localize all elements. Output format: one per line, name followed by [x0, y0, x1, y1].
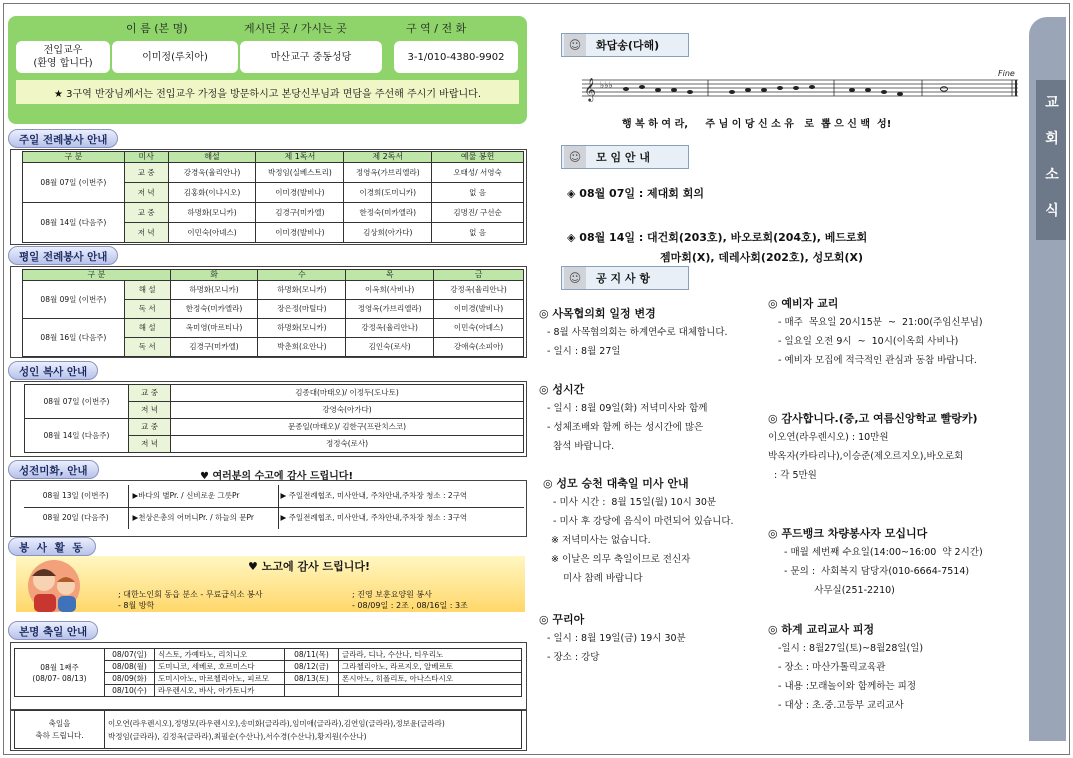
- weekday-date: 08월 09일 (이번주): [23, 281, 125, 319]
- beauty-task: ▶ 주일전례협조, 미사안내, 주차안내,주차장 청소 : 2구역: [278, 485, 524, 507]
- weekday-cell: 한정숙(미카엘라): [170, 300, 258, 319]
- sunday-cell: 이경희(도미니카): [344, 183, 432, 203]
- notice-line: - 장소 : 강당: [547, 652, 600, 663]
- notice-title: ◎ 사목협의회 일정 변경: [539, 307, 656, 320]
- priest-icon: ☺: [564, 34, 586, 56]
- newcomer-name: 이미정(루치아): [112, 41, 238, 73]
- sunday-header: 제 2독서: [344, 152, 432, 163]
- volunteer-illustration: [18, 556, 90, 614]
- weekday-cell: 이미경(발비나): [434, 300, 524, 319]
- notice-line: - 8월 사목협의회는 하계연수로 대체합니다.: [547, 327, 728, 338]
- notice-line: 사무실(251-2210): [784, 585, 895, 596]
- notice-line: - 성체조배와 함께 하는 성시간에 많은: [547, 422, 704, 433]
- notice-line: -일시 : 8월27일(토)~8월28일(일): [778, 643, 924, 654]
- adult-mass: 저 녁: [129, 436, 171, 453]
- beauty-group: ▶바다의 별Pr. / 신비로운 그릇Pr: [128, 485, 278, 507]
- notice-title: ◎ 예비자 교리: [768, 297, 839, 310]
- sidebar-char: 식: [1045, 203, 1059, 219]
- notice-line: - 미사 시간 : 8월 15일(월) 10시 30분: [553, 497, 717, 508]
- beauty-thanks: ♥ 여러분의 수고에 감사 드립니다!: [200, 471, 354, 482]
- patron-saints: 그라첼리아노, 라르지오, 알베르토: [339, 661, 522, 673]
- weekday-cell: 김인숙(로사): [346, 338, 434, 357]
- newcomer-panel: [8, 16, 527, 124]
- volunteer-thanks: ♥ 노고에 감사 드립니다!: [248, 560, 370, 573]
- sunday-cell: 김경구(미카엘): [256, 203, 344, 223]
- notice-title: ◎ 성모 승천 대축일 미사 안내: [543, 477, 689, 490]
- adult-mass: 교 중: [129, 419, 171, 436]
- sunday-title: 주일 전례봉사 안내: [8, 129, 118, 148]
- weekday-table: [22, 269, 524, 357]
- notice-line: - 일요일 오전 9시 ~ 10시(이옥희 사비나): [778, 336, 959, 347]
- sunday-cell: 이미경(발비나): [256, 223, 344, 243]
- volunteer-right-2: - 08/09일 : 2조 , 08/16일 : 3조: [352, 601, 468, 610]
- weekday-cell: 옥미영(마르티나): [170, 319, 258, 338]
- notice-label-text: 공 지 사 항: [596, 272, 650, 285]
- meeting-item: ◈ 08월 14일 : 대건회(203호), 바오로회(204호), 베드로회: [567, 231, 868, 244]
- weekday-header: 화: [170, 270, 258, 281]
- beauty-table: [24, 485, 524, 529]
- weekday-cell: 하명화(모니카): [258, 281, 346, 300]
- weekday-cell: 강정옥(율리안나): [346, 319, 434, 338]
- sunday-date: 08월 07일 (이번주): [23, 163, 125, 203]
- sunday-header: 미사: [124, 152, 168, 163]
- notice-title: ◎ 꾸리아: [539, 613, 585, 626]
- priest-icon: ☺: [564, 146, 586, 168]
- congrats-list: 이오연(라우렌시오),정명모(라우렌시오),송미화(글라라),임미애(글라라),김연임(글라라),정보윤(글라라) 박정임(글라라), 김정옥(글라라),최필순(수산나),서수경(수산나),황지원(수산나): [105, 711, 522, 749]
- patron-date: 08/09(화): [105, 673, 155, 685]
- meeting-label: [561, 145, 689, 169]
- weekday-cell: 하명화(모니카): [170, 281, 258, 300]
- notice-line: - 장소 : 마산가톨릭교육관: [778, 662, 886, 673]
- volunteer-right-1: ; 진영 보훈요양원 봉사: [352, 590, 432, 599]
- patron-date: 08/07(일): [105, 649, 155, 661]
- sunday-cell: 김홍화(이냐시오): [168, 183, 256, 203]
- volunteer-left-2: - 8월 방학: [118, 601, 155, 610]
- weekday-role: 해 설: [124, 319, 170, 338]
- notice-title: ◎ 하계 교리교사 피정: [768, 623, 875, 636]
- notice-line: 미사 참례 바랍니다: [551, 573, 643, 584]
- sunday-cell: 김명진/ 구선순: [432, 203, 524, 223]
- notice-line: - 내용 :모래놀이와 함께하는 피정: [778, 681, 917, 692]
- patron-title: 본명 축일 안내: [8, 621, 98, 640]
- patron-date: 08/13(토): [285, 673, 339, 685]
- adult-mass: 저 녁: [129, 402, 171, 419]
- sidebar-char: 소: [1045, 167, 1059, 183]
- newcomer-zone: 3-1/010-4380-9902: [394, 41, 518, 73]
- sunday-mass: 교 중: [124, 163, 168, 183]
- weekday-header: 수: [258, 270, 346, 281]
- notice-line: - 미사 후 강당에 음식이 마련되어 있습니다.: [553, 516, 734, 527]
- sunday-cell: 이미경(발비나): [256, 183, 344, 203]
- sunday-header: 해설: [168, 152, 256, 163]
- sunday-cell: 김상희(아가다): [344, 223, 432, 243]
- notice-line: - 일시 : 8월 19일(금) 19시 30분: [547, 633, 686, 644]
- notice-title: ◎ 성시간: [539, 383, 585, 396]
- sunday-cell: 없 음: [432, 183, 524, 203]
- meeting-item: 젬마회(X), 데레사회(202호), 성모회(X): [660, 251, 863, 264]
- patron-date: [285, 685, 339, 697]
- adult-cell: 정정숙(로사): [171, 436, 524, 453]
- notice-line: - 매주 목요일 20시15분 ~ 21:00(주임신부님): [778, 317, 983, 328]
- notice-line: - 일시 : 8월 27일: [547, 346, 621, 357]
- notice-title: ◎ 감사합니다.(중,고 여름신앙학교 빨랑카): [768, 412, 978, 425]
- notice-line: - 예비자 모집에 적극적인 관심과 동참 바랍니다.: [778, 355, 977, 366]
- sunday-cell: 이민숙(아녜스): [168, 223, 256, 243]
- notice-title: ◎ 푸드뱅크 차량봉사자 모십니다: [768, 527, 928, 540]
- newcomer-header-zone: 구 역 / 전 화: [406, 22, 467, 35]
- adult-table: [24, 384, 524, 453]
- sunday-header: 구 분: [23, 152, 125, 163]
- sunday-header: 제 1독서: [256, 152, 344, 163]
- weekday-header: 구 분: [23, 270, 171, 281]
- notice-line: ※ 이날은 의무 축일이므로 전신자: [551, 554, 691, 565]
- newcomer-header-name: 이 름 (본 명): [126, 22, 188, 35]
- patron-saints: [339, 685, 522, 697]
- sidebar-char: 교: [1045, 95, 1059, 111]
- adult-cell: 강영숙(아가다): [171, 402, 524, 419]
- sunday-cell: 정영옥(가브리엘라): [344, 163, 432, 183]
- weekday-header: 금: [434, 270, 524, 281]
- meeting-label-text: 모 임 안 내: [596, 151, 650, 164]
- weekday-cell: 박춘희(요안나): [258, 338, 346, 357]
- hymn-label-text: 화답송(다해): [596, 39, 660, 52]
- patron-saints: 폰시아노, 히폴리토, 아나스타시오: [339, 673, 522, 685]
- sunday-cell: 한정숙(미카엘라): [344, 203, 432, 223]
- sunday-cell: 없 음: [432, 223, 524, 243]
- congrats-label: 축일을 축하 드립니다.: [15, 711, 105, 749]
- sunday-header: 예물 봉헌: [432, 152, 524, 163]
- adult-cell: 김종대(마태오)/ 이정두(도나토): [171, 385, 524, 402]
- patron-saints: 라우렌시오, 바사, 아가토니카: [155, 685, 285, 697]
- notice-line: - 일시 : 8월 09일(화) 저녁미사와 함께: [547, 403, 708, 414]
- sidebar-char: 회: [1045, 131, 1059, 147]
- weekday-cell: 강정옥(율리안나): [434, 281, 524, 300]
- newcomer-note: ★ 3구역 반장님께서는 전입교우 가정을 방문하시고 본당신부님과 면담을 주선해 주시기 바랍니다.: [16, 80, 519, 104]
- notice-line: ※ 저녁미사는 없습니다.: [551, 535, 651, 546]
- notice-label: [561, 266, 689, 290]
- hymn-lyrics: 행 복 하 여 라, 주 님 이 당 신 소 유 로 뽑 으 신 백 성!: [622, 119, 892, 130]
- hymn-fine: Fine: [998, 69, 1015, 78]
- congrats-table: [14, 710, 522, 749]
- patron-table: [14, 648, 522, 697]
- weekday-cell: 하명화(모니카): [258, 319, 346, 338]
- svg-text:♭♭♭: ♭♭♭: [600, 81, 613, 91]
- patron-date: 08/12(금): [285, 661, 339, 673]
- notice-block: [539, 304, 728, 361]
- sunday-mass: 교 중: [124, 203, 168, 223]
- weekday-cell: 김경구(미카엘): [170, 338, 258, 357]
- weekday-cell: 이옥희(사비나): [346, 281, 434, 300]
- adult-cell: 문종일(마태오)/ 김한구(프란치스코): [171, 419, 524, 436]
- notice-line: : 각 5만원: [768, 470, 817, 481]
- hymn-staff: [582, 66, 1022, 106]
- weekday-role: 해 설: [124, 281, 170, 300]
- patron-date: 08/10(수): [105, 685, 155, 697]
- patron-week: 08월 1째주 (08/07- 08/13): [15, 649, 105, 697]
- notice-line: 이오연(라우렌시오) : 10만원: [768, 432, 889, 443]
- priest-icon: ☺: [564, 267, 586, 289]
- notice-line: - 매월 세번째 수요일(14:00~16:00 약 2시간): [784, 547, 983, 558]
- notice-block: [539, 380, 707, 456]
- newcomer-header-place: 게시던 곳 / 가시는 곳: [244, 22, 347, 35]
- notice-block: [768, 620, 923, 715]
- notice-block: [543, 474, 734, 588]
- sunday-cell: 박정임(실베스트리): [256, 163, 344, 183]
- volunteer-left-1: ; 대한노인회 동읍 분소 - 무료급식소 봉사: [118, 590, 263, 599]
- sunday-table: [22, 151, 524, 243]
- weekday-header: 목: [346, 270, 434, 281]
- patron-saints: 글라라, 디나, 수산나, 티우리노: [339, 649, 522, 661]
- beauty-group: ▶천상은총의 어머니Pr. / 하늘의 문Pr: [128, 507, 278, 529]
- patron-saints: 도미니코, 세베로, 호르미스다: [155, 661, 285, 673]
- weekday-cell: 정영옥(가브리엘라): [346, 300, 434, 319]
- adult-date: 08월 14일 (다음주): [25, 419, 129, 453]
- patron-saints: 도미시아노, 마르첼리아노, 피르모: [155, 673, 285, 685]
- sunday-cell: 오태성/ 서영숙: [432, 163, 524, 183]
- volunteer-title: 봉 사 활 동: [8, 537, 96, 556]
- beauty-task: ▶ 주일전례협조, 미사안내, 주차안내,주차장 청소 : 3구역: [278, 507, 524, 529]
- adult-title: 성인 복사 안내: [8, 361, 98, 380]
- weekday-cell: 이민숙(아녜스): [434, 319, 524, 338]
- sunday-mass: 저 녁: [124, 223, 168, 243]
- notice-line: 박옥자(카타리나),이승준(제오르지오),바오로회: [768, 451, 964, 462]
- notice-line: - 대상 : 초.중.고등부 교리교사: [778, 700, 904, 711]
- sunday-cell: 강경욱(율리안나): [168, 163, 256, 183]
- beauty-date: 08월 13일 (이번주): [24, 485, 128, 507]
- notice-block: [768, 524, 983, 600]
- notice-block: [768, 409, 978, 485]
- weekday-date: 08월 16일 (다음주): [23, 319, 125, 357]
- meeting-item: ◈ 08월 07일 : 제대회 회의: [567, 187, 705, 200]
- weekday-cell: 강애숙(소피아): [434, 338, 524, 357]
- notice-block: [768, 294, 983, 370]
- weekday-title: 평일 전례봉사 안내: [8, 246, 118, 265]
- beauty-title: 성전미화, 안내: [8, 460, 99, 479]
- sunday-mass: 저 녁: [124, 183, 168, 203]
- newcomer-place: 마산교구 중동성당: [240, 41, 382, 73]
- weekday-cell: 장은정(마틸다): [258, 300, 346, 319]
- svg-text:𝄞: 𝄞: [584, 77, 596, 101]
- sunday-date: 08월 14일 (다음주): [23, 203, 125, 243]
- weekday-role: 독 서: [124, 300, 170, 319]
- patron-saints: 식스토, 가예타노, 리치니오: [155, 649, 285, 661]
- notice-block: [539, 610, 686, 667]
- hymn-label: [561, 33, 689, 57]
- notice-line: - 문의 : 사회복지 담당자(010-6664-7514): [784, 566, 970, 577]
- patron-date: 08/08(월): [105, 661, 155, 673]
- sunday-cell: 하명화(모니카): [168, 203, 256, 223]
- adult-mass: 교 중: [129, 385, 171, 402]
- beauty-date: 08월 20일 (다음주): [24, 507, 128, 529]
- notice-line: 참석 바랍니다.: [547, 441, 615, 452]
- newcomer-type: 전입교우 (환영 합니다): [16, 41, 110, 73]
- patron-date: 08/11(목): [285, 649, 339, 661]
- adult-date: 08월 07일 (이번주): [25, 385, 129, 419]
- weekday-role: 독 서: [124, 338, 170, 357]
